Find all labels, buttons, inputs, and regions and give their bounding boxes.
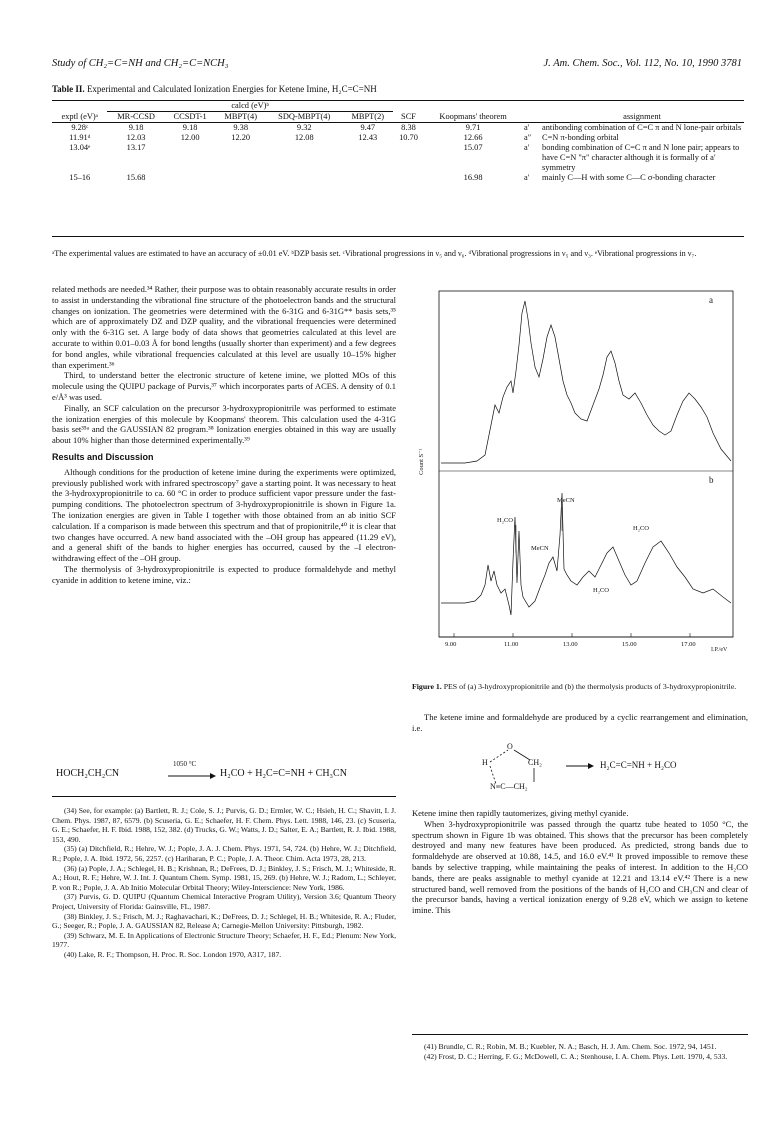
reference: (41) Brundle, C. R.; Robin, M. B.; Kuebler, N. A.; Basch, H. J. Am. Chem. Soc. 1972, 94, 1451.: [424, 1042, 717, 1051]
panel-b-label: b: [709, 475, 714, 485]
table-cell: 9.28ᶜ: [71, 123, 89, 132]
running-header: [52, 58, 742, 69]
reaction-arrow: [166, 772, 216, 780]
table-header-row: [52, 112, 744, 123]
column-header: MBPT(2): [351, 112, 385, 121]
paragraph: Third, to understand better the electronic structure of ketene imine, we plotted MOs of this molecule using the QUIPU package of Purvis,³⁷ which incorporates parts of ACES. A density of 0.1 e/Å³ was used.: [52, 370, 396, 402]
table-cell: mainly C—H with some C—C σ-bonding character: [542, 173, 716, 182]
table-cell: [343, 173, 393, 183]
table-cell: a′: [524, 173, 530, 182]
section-heading: Results and Discussion: [52, 451, 154, 462]
x-axis: [439, 633, 733, 637]
equation-products: H₂CO + H₂C=C=NH + CH₃CN: [220, 768, 347, 779]
table-cell: 12.08: [294, 133, 314, 142]
table-cell: 9.47: [360, 123, 376, 132]
left-column: [52, 284, 396, 586]
spectrum-a: [441, 301, 731, 463]
calcd-group-header: calcd (eV)ᵇ: [107, 101, 392, 112]
table-cell: 10.70: [399, 133, 418, 142]
reaction-scheme: [470, 740, 730, 800]
column-header: SCF: [401, 112, 416, 121]
table-cell: [165, 173, 216, 183]
right-column-top: [412, 712, 748, 734]
column-header: SDQ-MBPT(4): [278, 112, 331, 121]
figure-caption-text: PES of (a) 3-hydroxypropionitrile and (b) the thermolysis products of 3-hydroxypropionitrile.: [443, 682, 737, 691]
table-cell: 12.66: [463, 133, 483, 142]
table-cell: 9.71: [465, 123, 481, 132]
table-row: [52, 133, 744, 143]
table-cell: 12.03: [126, 133, 146, 142]
table-cell: antibonding combination of C=C π and N lone-pair orbitals: [542, 123, 742, 132]
reference: (42) Frost, D. C.; Herring, F. G.; McDowell, C. A.; Stenhouse, I. A. Chem. Phys. Lett. 1970, 4, 533.: [424, 1051, 728, 1061]
table-label: Table II.: [52, 84, 85, 94]
plot-frame: [439, 291, 733, 637]
x-tick-label: 11.00: [504, 641, 519, 648]
figure-caption: [412, 682, 748, 692]
header-left: Study of CH₂=C=NH and CH₂=C=NCH₃: [52, 58, 229, 69]
table-row: [52, 143, 744, 173]
spectrum-b: [441, 493, 731, 615]
paragraph: related methods are needed.³⁴ Rather, their purpose was to obtain reasonably accurate results in order to assist in understanding the vibrational fine structure of the photoelectron bands and the structural changes on ionization. The geometries were determined with the 6-31G and 6-31G** basis sets,³⁵ which are of approximately DZ and DZP quality, and the vibrational frequencies were determined only with the 6-31G set. A large body of data shows that geometries calculated at this level are accurate to within 0.01–0.03 Å for bond lengths (usually shorter than experiment) and a few degrees for bond angles, while vibrational frequencies calculated at this level are usually 10–15% higher than experiment.³⁶: [52, 284, 396, 370]
scheme-atom: CH₂: [528, 758, 542, 767]
table-row: [52, 123, 744, 134]
table-cell: [393, 173, 424, 183]
header-right: J. Am. Chem. Soc., Vol. 112, No. 10, 1990 3781: [543, 58, 742, 69]
table-cell: bonding combination of C=C π and N lone pair; appears to have C=N "π" character although it is formally of a′ symmetry: [542, 143, 740, 172]
scheme-atom: O: [507, 742, 513, 751]
column-header: [522, 112, 540, 123]
column-header: MBPT(4): [224, 112, 257, 121]
cyclic-transition-state: [470, 740, 560, 800]
table-cell: 13.04ᵉ: [69, 143, 91, 152]
right-references: [412, 1042, 748, 1061]
table-row: [52, 173, 744, 183]
paragraph: Ketene imine then rapidly tautomerizes, giving methyl cyanide.: [412, 808, 629, 818]
paragraph: The ketene imine and formaldehyde are produced by a cyclic rearrangement and elimination, i.e.: [412, 712, 748, 733]
x-tick-label: 15.00: [622, 641, 637, 648]
panel-a-label: a: [709, 295, 713, 305]
scheme-products: H₂C=C=NH + H₂CO: [600, 760, 677, 770]
table-title: Experimental and Calculated Ionization Energies for Ketene Imine, H₂C=C=NH: [86, 84, 377, 94]
table-cell: [216, 173, 266, 183]
table-cell: 9.18: [128, 123, 144, 132]
table-body: [52, 123, 744, 184]
reference: (38) Binkley, J. S.; Frisch, M. J.; Raghavachari, K.; DeFrees, D. J.; Schlegel, H. B.; Whiteside, R. A.; Fluder, G.; Seeger, R.; Pople, J. A. GAUSSIAN 82, Release A; Carnegie-Mellon University: Pittsburgh, 1982.: [52, 911, 396, 931]
table-cell: C=N π-bonding orbital: [542, 133, 619, 142]
equation-reactant: HOCH₂CH₂CN: [56, 768, 120, 779]
column-header: exptl (eV)ᵃ: [61, 112, 98, 121]
table-cell: 13.17: [126, 143, 146, 152]
table-cell: [266, 173, 343, 183]
y-axis-label: Count S⁻¹: [418, 448, 425, 475]
pes-spectra: [425, 285, 738, 655]
table-cell: 15.68: [126, 173, 146, 182]
reference: (36) (a) Pople, J. A.; Schlegel, H. B.; Krishnan, R.; DeFrees, D. J.; Binkley, J. S.; Frisch, M. J.; Whiteside, R. A.; Hout, R. F.; Hehre, W. J. Int. J. Quantum Chem. Symp. 1981, 15, 269. (b) Hehre, W. J.; Radom, L.; Schleyer, P. von R.; Pople, J. A. Ab Initio Molecular Orbital Theory; Wiley-Interscience: New York, 1986.: [52, 863, 396, 892]
table-cell: 12.00: [180, 133, 200, 142]
x-axis-unit: I.P./eV: [711, 647, 728, 653]
table-cell: 9.18: [182, 123, 198, 132]
table-cell: 12.20: [231, 133, 251, 142]
ionization-energy-table: [52, 100, 744, 183]
x-tick-label: 9.00: [445, 641, 457, 648]
equation-condition: 1050 °C: [173, 760, 197, 768]
table-cell: 16.98: [463, 173, 483, 182]
paragraph: When 3-hydroxypropionitrile was passed through the quartz tube heated to 1050 °C, the spectrum shown in Figure 1b was obtained. This shows that the precursor has been completely destroyed and many new features have been produced. As predicted, strong bands due to formaldehyde are observed at 10.88, 14.5, and 16.0 eV.⁴¹ It proved impossible to remove these bands by selective trapping, while maintaining the peaks of interest. In addition to the H₂CO bands, there are peaks assignable to methyl cyanide at 12.21 and 13.14 eV.⁴² There is a new structured band, well removed from the positions of the bands of H₂CO and CH₃CN and clear of the precursor bands, having a vertical ionization energy of 9.28 eV, which we assign to ketene imine. This: [412, 818, 748, 916]
table-cell: 15–16: [69, 173, 91, 182]
reaction-equation: [56, 760, 396, 786]
column-header: Koopmans' theorem: [439, 112, 507, 121]
figure-caption-label: Figure 1.: [412, 682, 442, 691]
table-cell: [165, 143, 216, 173]
reference: (37) Purvis, G. D. QUIPU (Quantum Chemical Interactive Program Utility), Version 3.6; Quantum Theory Project, University of Florida: Gainsville, FL, 1987.: [52, 892, 396, 911]
reference: (40) Lake, R. F.; Thompson, H. Proc. R. Soc. London 1970, A317, 187.: [64, 949, 282, 959]
table-caption: [52, 84, 377, 94]
column-header: CCSDT-1: [173, 112, 207, 121]
table-cell: 9.32: [296, 123, 312, 132]
table-cell: 9.38: [233, 123, 249, 132]
paragraph: Although conditions for the production of ketene imine during the experiments were optimized, previously published work with infrared spectroscopy⁷ gave a starting point. It was necessary to heat the 3-hydroxypropionitrile to ca. 60 °C in order to produce sufficient vapor pressure under the fast-pumping conditions. The photoelectron spectrum of 3-hydroxypropionitrile is shown in Figure 1a. The ionization energies are given in Table I together with those obtained from an ab initio SCF calculation. If a comparison is made between this spectrum and that of propionitrile,⁴⁰ it is clear that two changes have occurred. A new band associated with the –OH group has appeared (11.29 eV), and a general shift of the bands to higher energies has occurred, caused by the –I electron-withdrawing effect of the –OH group.: [52, 466, 396, 564]
table-cell: [216, 143, 266, 173]
table-cell: 15.07: [463, 143, 483, 152]
figure-1: [418, 285, 738, 655]
table-cell: [266, 143, 343, 173]
table-cell: [343, 143, 393, 173]
table-cell: 8.38: [401, 123, 416, 132]
table-cell: a′: [524, 123, 530, 132]
scheme-atom: H: [482, 758, 488, 767]
right-references-rule: [412, 1034, 748, 1035]
paragraph: Finally, an SCF calculation on the precursor 3-hydroxypropionitrile was performed to estimate the ionization energies of this molecule by Koopmans' theorem. This calculation used the 4-31G basis set³⁵ᵃ and the GAUSSIAN 82 program.³⁸ Ionization energies obtained in this way are usually about 10% higher than those determined experimentally.³⁹: [52, 402, 396, 446]
table-cell: a″: [524, 133, 532, 142]
peak-label: H₂CO: [633, 525, 649, 532]
reference: (35) (a) Ditchfield, R.; Hehre, W. J.; Pople, J. A. J. Chem. Phys. 1971, 54, 724. (b) Hehre, W. J.; Ditchfield, R.; Pople, J. A. Ibid. 1972, 56, 2257. (c) Hariharan, P. C.; Pople, J. A. Theor. Chim. Acta 1973, 28, 213.: [52, 844, 396, 863]
peak-label: MeCN: [557, 497, 575, 504]
peak-label: H₂CO: [497, 517, 513, 524]
column-header: assignment: [623, 112, 661, 121]
paragraph: The thermolysis of 3-hydroxypropionitrile is expected to produce formaldehyde and methyl cyanide in addition to ketene imine, viz.:: [52, 563, 396, 585]
peak-label: MeCN: [531, 545, 549, 552]
scheme-arrow: [566, 762, 594, 770]
table-cell: 11.91ᵈ: [69, 133, 91, 142]
table-cell: [393, 143, 424, 173]
peak-label: H₂CO: [593, 587, 609, 594]
scheme-atom: N≡C—CH₂: [490, 782, 528, 791]
left-references: [52, 806, 396, 960]
right-column-body: [412, 808, 748, 916]
x-tick-label: 17.00: [681, 641, 696, 648]
x-tick-label: 13.00: [563, 641, 578, 648]
reference: (39) Schwarz, M. E. In Applications of Electronic Structure Theory; Schaefer, H. F., Ed.; Plenum: New York, 1977.: [52, 930, 396, 950]
references-rule: [52, 796, 396, 797]
table-footnote: ᵃThe experimental values are estimated to have an accuracy of ±0.01 eV. ᵇDZP basis set. ᶜVibrational progressions in ν₅ and ν₆. ᵈVibrational progressions in ν₅ and ν₃. ᵉVibrational progressions in ν₇.: [52, 249, 697, 258]
table-cell: a′: [524, 143, 530, 152]
column-header: MR-CCSD: [117, 112, 155, 121]
table-bottom-rule: [52, 236, 744, 237]
reference: (34) See, for example: (a) Bartlett, R. J.; Cole, S. J.; Purvis, G. D.; Ermler, W. C.; Hsieh, H. C.; Shavitt, I. J. Chem. Phys. 1987, 87, 6579. (b) Scuseria, G. E.; Schaefer, H. F. Chem. Phys. Lett. 1988, 146, 23. (c) Scuseria, G. E.; Schaefer, H. F. Ibid. 1988, 152, 382. (d) Trucks, G. W.; Watts, J. D.; Salter, E. A.; Bartlett, R. J. Ibid. 1988, 153, 490.: [52, 806, 396, 844]
table-cell: 12.43: [358, 133, 378, 142]
